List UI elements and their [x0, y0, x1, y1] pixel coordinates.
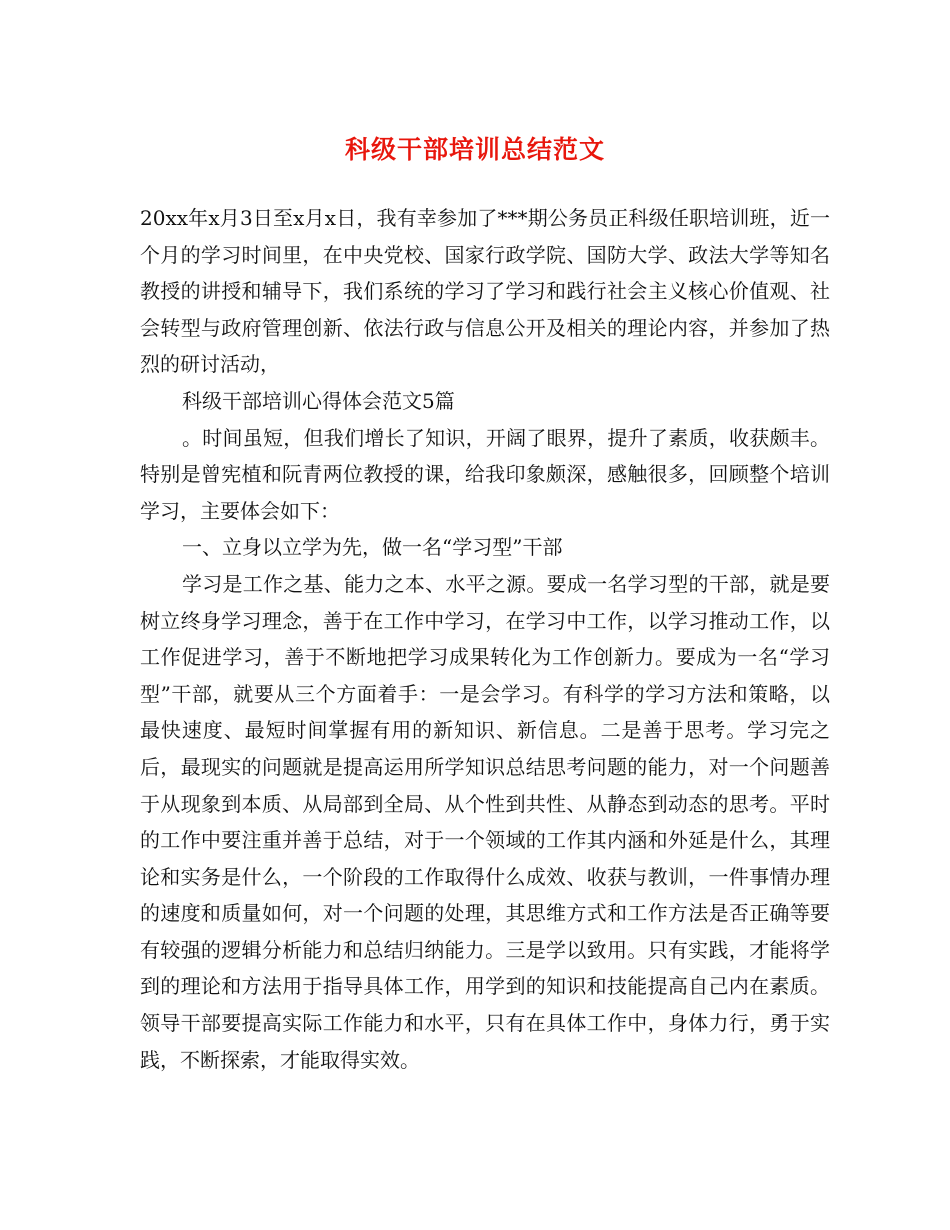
paragraph-intro: 20xx年x月3日至x月x日，我有幸参加了***期公务员正科级任职培训班，近一个月的学习时间里，在中央党校、国家行政学院、国防大学、政法大学等知名教授的讲授和辅导下，我们系统的学习了学习和践行社会主义核心价值观、社会转型与政府管理创新、依法行政与信息公开及相关的理论内容，并参加了热烈的研讨活动，	[140, 206, 830, 377]
paragraph-summary: 。时间虽短，但我们增长了知识，开阔了眼界，提升了素质，收获颇丰。特别是曾宪植和阮青两位教授的课，给我印象颇深，感触很多，回顾整个培训学习，主要体会如下：	[140, 425, 830, 523]
document-title: 科级干部培训总结范文	[344, 135, 605, 164]
paragraph-link-title: 科级干部培训心得体会范文5篇	[182, 388, 455, 413]
paragraph-section-1: 学习是工作之基、能力之本、水平之源。要成一名学习型的干部，就是要树立终身学习理念，善于在工作中学习，在学习中工作，以学习推动工作，以工作促进学习，善于不断地把学习成果转化为工作创新力。要成为一名“学习型”干部，就要从三个方面着手：一是会学习。有科学的学习方法和策略，以最快速度、最短时间掌握有用的新知识、新信息。二是善于思考。学习完之后，最现实的问题就是提高运用所学知识总结思考问题的能力，对一个问题善于从现象到本质、从局部到全局、从个性到共性、从静态到动态的思考。平时的工作中要注重并善于总结，对于一个领域的工作其内涵和外延是什么，其理论和实务是什么，一个阶段的工作取得什么成效、收获与教训，一件事情办理的速度和质量如何，对一个问题的处理，其思维方式和工作方法是否正确等要有较强的逻辑分析能力和总结归纳能力。三是学以致用。只有实践，才能将学到的理论和方法用于指导具体工作，用学到的知识和技能提高自己内在素质。领导干部要提高实际工作能力和水平，只有在具体工作中，身体力行，勇于实践，不断探索，才能取得实效。	[140, 571, 830, 1072]
document-body	[140, 200, 830, 1078]
section-heading-1: 一、立身以立学为先，做一名“学习型”干部	[182, 535, 563, 560]
